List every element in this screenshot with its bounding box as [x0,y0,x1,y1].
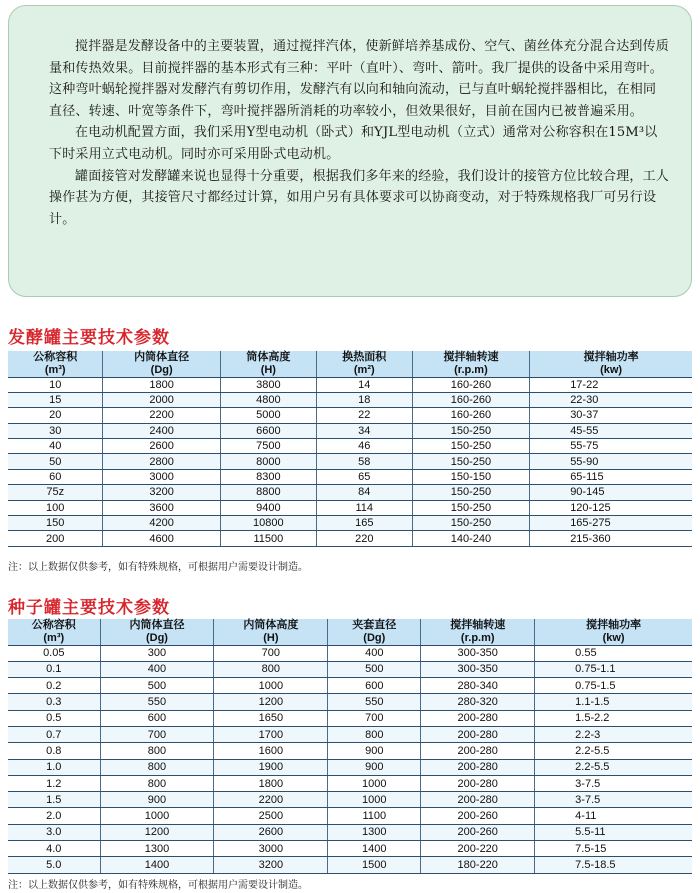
table-cell: 2500 [214,808,328,824]
table-cell: 1400 [328,841,421,857]
table-cell: 280-320 [421,694,535,710]
seed-spec-table [8,619,692,874]
table-row [8,661,692,677]
table-cell: 2200 [103,408,220,423]
table-cell: 5000 [220,408,316,423]
table-cell: 90-145 [530,485,692,500]
seed-header-1-line-1: (Dg) [145,631,168,644]
table-cell: 0.55 [535,645,692,661]
table-cell: 8300 [220,469,316,484]
seed-header-0 [8,619,100,645]
table-row [8,710,692,726]
table-cell: 200-280 [421,710,535,726]
table-cell: 2.2-5.5 [535,759,692,775]
table-row [8,678,692,694]
intro-paragraph-3: 罐面接管对发酵罐来说也显得十分重要，根据我们多年来的经验，我们设计的接管方位比较合理，工人操作甚为方便，其接管尺寸都经过计算，如用户另有具体要求可以协商变动，对于特殊规格我厂可另行设计。 [49,168,670,227]
intro-paragraph-1: 搅拌器是发酵设备中的主要装置，通过搅拌汽体，使新鲜培养基成份、空气、菌丝体充分混合达到传质量和传热效果。目前搅拌器的基本形式有三种：平叶（直叶）、弯叶、箭叶。我厂提供的设备中采用弯叶。这种弯叶蜗轮搅拌器对发酵汽有剪切作用，发酵汽有以向和轴向流动，已与直叶蜗轮搅拌器相比，在相同直径、转速、叶宽等条件下，弯叶搅拌器所消耗的功率较小，但效果很好，目前在国内已被普遍采用。 [49,39,670,119]
table-cell: 300 [100,645,214,661]
table-cell: 4800 [220,392,316,407]
table-cell: 600 [328,678,421,694]
table-row [8,439,692,454]
table-cell: 40 [8,439,103,454]
table-cell: 3000 [103,469,220,484]
table-cell: 17-22 [530,377,692,392]
table-cell: 55-75 [530,439,692,454]
seed-header-5 [535,619,692,645]
fermenter-header-1-line-0: 内筒体直径 [134,351,190,364]
table-cell: 30-37 [530,408,692,423]
table-cell: 150 [8,516,103,531]
table-row [8,694,692,710]
table-cell: 7500 [220,439,316,454]
table-cell: 800 [328,726,421,742]
table-row [8,857,692,873]
table-cell: 700 [214,645,328,661]
table-cell: 3200 [103,485,220,500]
fermenter-header-3 [316,351,412,377]
table-cell: 4600 [103,531,220,546]
table-cell: 3-7.5 [535,792,692,808]
table-cell: 2200 [214,792,328,808]
fermenter-header-4 [412,351,529,377]
table-cell: 6600 [220,423,316,438]
table-cell: 50 [8,454,103,469]
table-cell: 11500 [220,531,316,546]
table-cell: 200-280 [421,743,535,759]
seed-header-1 [100,619,214,645]
table-cell: 165-275 [530,516,692,531]
table-cell: 0.75-1.1 [535,661,692,677]
table-row [8,743,692,759]
table-cell: 1200 [214,694,328,710]
fermenter-spec-table [8,351,692,547]
intro-panel [8,5,692,297]
table-cell: 800 [100,759,214,775]
table-cell: 5.0 [8,857,100,873]
table-row [8,485,692,500]
table-cell: 150-250 [412,454,529,469]
table-cell: 7.5-18.5 [535,857,692,873]
intro-paragraph-2: 在电动机配置方面，我们采用Y型电动机（卧式）和YJL型电动机（立式）通常对公称容积在15M³以下时采用立式电动机。同时亦可采用卧式电动机。 [49,125,658,162]
fermenter-header-5-line-0: 搅拌轴功率 [583,351,639,364]
table-cell: 0.1 [8,661,100,677]
table-cell: 1800 [214,775,328,791]
table-cell: 4.0 [8,841,100,857]
fermenter-table-body [8,377,692,546]
table-cell: 800 [100,775,214,791]
fermenter-header-1 [103,351,220,377]
table-cell: 2.2-5.5 [535,743,692,759]
table-cell: 1700 [214,726,328,742]
table-row [8,775,692,791]
table-cell: 2400 [103,423,220,438]
seed-header-2-line-1: (H) [263,631,279,644]
fermenter-header-5-line-1: (kw) [600,363,623,376]
table-row [8,726,692,742]
table-cell: 200-220 [421,841,535,857]
table-cell: 55-90 [530,454,692,469]
table-row [8,792,692,808]
table-cell: 84 [316,485,412,500]
table-cell: 900 [100,792,214,808]
table-cell: 14 [316,377,412,392]
table-cell: 22-30 [530,392,692,407]
table-cell: 160-260 [412,392,529,407]
table-cell: 1300 [100,841,214,857]
table-cell: 1650 [214,710,328,726]
seed-header-4-line-0: 搅拌轴转速 [450,619,506,632]
table-cell: 114 [316,500,412,515]
table-cell: 1100 [328,808,421,824]
fermenter-note: 注：以上数据仅供参考，如有特殊规格，可根据用户需要设计制造。 [8,562,308,573]
table-cell: 200-280 [421,759,535,775]
table-cell: 1400 [100,857,214,873]
fermenter-header-0 [8,351,103,377]
table-cell: 200 [8,531,103,546]
table-cell: 900 [328,743,421,759]
table-cell: 2000 [103,392,220,407]
seed-header-1-line-0: 内筒体直径 [129,619,185,632]
table-cell: 2800 [103,454,220,469]
table-cell: 3.0 [8,824,100,840]
table-cell: 4200 [103,516,220,531]
table-cell: 150-250 [412,500,529,515]
table-cell: 3800 [220,377,316,392]
table-cell: 1000 [328,792,421,808]
table-row [8,808,692,824]
table-cell: 0.7 [8,726,100,742]
table-row [8,841,692,857]
table-row [8,408,692,423]
fermenter-header-1-line-1: (Dg) [150,363,173,376]
table-cell: 550 [100,694,214,710]
table-cell: 65 [316,469,412,484]
table-cell: 20 [8,408,103,423]
table-cell: 900 [328,759,421,775]
table-cell: 1600 [214,743,328,759]
fermenter-header-2-line-1: (H) [260,363,276,376]
seed-section-title: 种子罐主要技术参数 [8,598,170,618]
seed-header-row [8,619,692,645]
table-row [8,500,692,515]
table-cell: 100 [8,500,103,515]
table-cell: 0.3 [8,694,100,710]
table-cell: 0.5 [8,710,100,726]
table-cell: 550 [328,694,421,710]
table-cell: 1500 [328,857,421,873]
table-cell: 700 [100,726,214,742]
table-cell: 2600 [103,439,220,454]
table-cell: 400 [100,661,214,677]
table-cell: 46 [316,439,412,454]
table-cell: 500 [328,661,421,677]
table-row [8,531,692,546]
table-cell: 150-250 [412,516,529,531]
table-cell: 800 [214,661,328,677]
table-cell: 200-280 [421,726,535,742]
table-cell: 800 [100,743,214,759]
table-cell: 150-150 [412,469,529,484]
table-cell: 58 [316,454,412,469]
fermenter-header-3-line-1: (m²) [353,363,375,376]
table-cell: 200-260 [421,808,535,824]
table-cell: 1800 [103,377,220,392]
fermenter-header-5 [530,351,692,377]
table-cell: 300-350 [421,661,535,677]
table-row [8,516,692,531]
seed-header-2 [214,619,328,645]
fermenter-header-2 [220,351,316,377]
table-cell: 3600 [103,500,220,515]
table-cell: 34 [316,423,412,438]
table-cell: 7.5-15 [535,841,692,857]
table-cell: 150-250 [412,423,529,438]
table-cell: 150-250 [412,439,529,454]
table-cell: 1.1-1.5 [535,694,692,710]
table-cell: 280-340 [421,678,535,694]
table-cell: 1300 [328,824,421,840]
table-cell: 1000 [328,775,421,791]
seed-header-0-line-0: 公称容积 [31,619,76,632]
fermenter-header-0-line-1: (m³) [44,363,66,376]
table-cell: 140-240 [412,531,529,546]
table-row [8,377,692,392]
seed-header-3-line-1: (Dg) [363,631,386,644]
table-cell: 1.5-2.2 [535,710,692,726]
fermenter-header-3-line-0: 换热面积 [342,351,387,364]
fermenter-section-title: 发酵罐主要技术参数 [8,328,170,348]
seed-header-3 [328,619,421,645]
seed-header-5-line-1: (kw) [602,631,625,644]
table-cell: 200-280 [421,792,535,808]
table-cell: 220 [316,531,412,546]
seed-table-body [8,645,692,873]
table-cell: 0.05 [8,645,100,661]
table-cell: 200-280 [421,775,535,791]
table-cell: 15 [8,392,103,407]
table-cell: 0.2 [8,678,100,694]
table-cell: 0.8 [8,743,100,759]
table-row [8,454,692,469]
table-cell: 700 [328,710,421,726]
table-cell: 500 [100,678,214,694]
fermenter-header-4-line-1: (r.p.m) [454,363,488,376]
table-cell: 4-11 [535,808,692,824]
table-cell: 8000 [220,454,316,469]
table-cell: 150-250 [412,485,529,500]
table-cell: 5.5-11 [535,824,692,840]
seed-header-0-line-1: (m³) [43,631,65,644]
table-cell: 3000 [214,841,328,857]
seed-note: 注：以上数据仅供参考，如有特殊规格，可根据用户需要设计制造。 [8,880,308,891]
table-cell: 8800 [220,485,316,500]
table-cell: 180-220 [421,857,535,873]
table-cell: 9400 [220,500,316,515]
seed-header-3-line-0: 夹套直径 [352,619,397,632]
table-row [8,645,692,661]
fermenter-header-0-line-0: 公称容积 [33,351,78,364]
table-cell: 75z [8,485,103,500]
table-cell: 300-350 [421,645,535,661]
seed-header-2-line-0: 内筒体高度 [243,619,299,632]
table-cell: 3200 [214,857,328,873]
table-cell: 0.75-1.5 [535,678,692,694]
table-cell: 160-260 [412,377,529,392]
table-row [8,824,692,840]
table-cell: 1.2 [8,775,100,791]
table-cell: 400 [328,645,421,661]
table-cell: 1900 [214,759,328,775]
fermenter-header-2-line-0: 筒体高度 [246,351,291,364]
table-row [8,759,692,775]
table-cell: 600 [100,710,214,726]
fermenter-header-4-line-0: 搅拌轴转速 [443,351,499,364]
table-cell: 22 [316,408,412,423]
table-cell: 1200 [100,824,214,840]
table-cell: 200-260 [421,824,535,840]
table-cell: 165 [316,516,412,531]
table-cell: 3-7.5 [535,775,692,791]
table-cell: 60 [8,469,103,484]
table-cell: 215-360 [530,531,692,546]
table-row [8,392,692,407]
table-cell: 2.2-3 [535,726,692,742]
seed-header-4-line-1: (r.p.m) [460,631,495,644]
fermenter-header-row [8,351,692,377]
table-cell: 30 [8,423,103,438]
table-cell: 1.5 [8,792,100,808]
seed-header-5-line-0: 搅拌轴功率 [586,619,642,632]
table-cell: 10 [8,377,103,392]
table-cell: 2600 [214,824,328,840]
table-cell: 120-125 [530,500,692,515]
table-row [8,423,692,438]
table-cell: 2.0 [8,808,100,824]
seed-header-4 [421,619,535,645]
table-cell: 160-260 [412,408,529,423]
table-cell: 1.0 [8,759,100,775]
table-cell: 1000 [214,678,328,694]
table-cell: 1000 [100,808,214,824]
table-cell: 65-115 [530,469,692,484]
table-row [8,469,692,484]
table-cell: 18 [316,392,412,407]
table-cell: 45-55 [530,423,692,438]
table-cell: 10800 [220,516,316,531]
